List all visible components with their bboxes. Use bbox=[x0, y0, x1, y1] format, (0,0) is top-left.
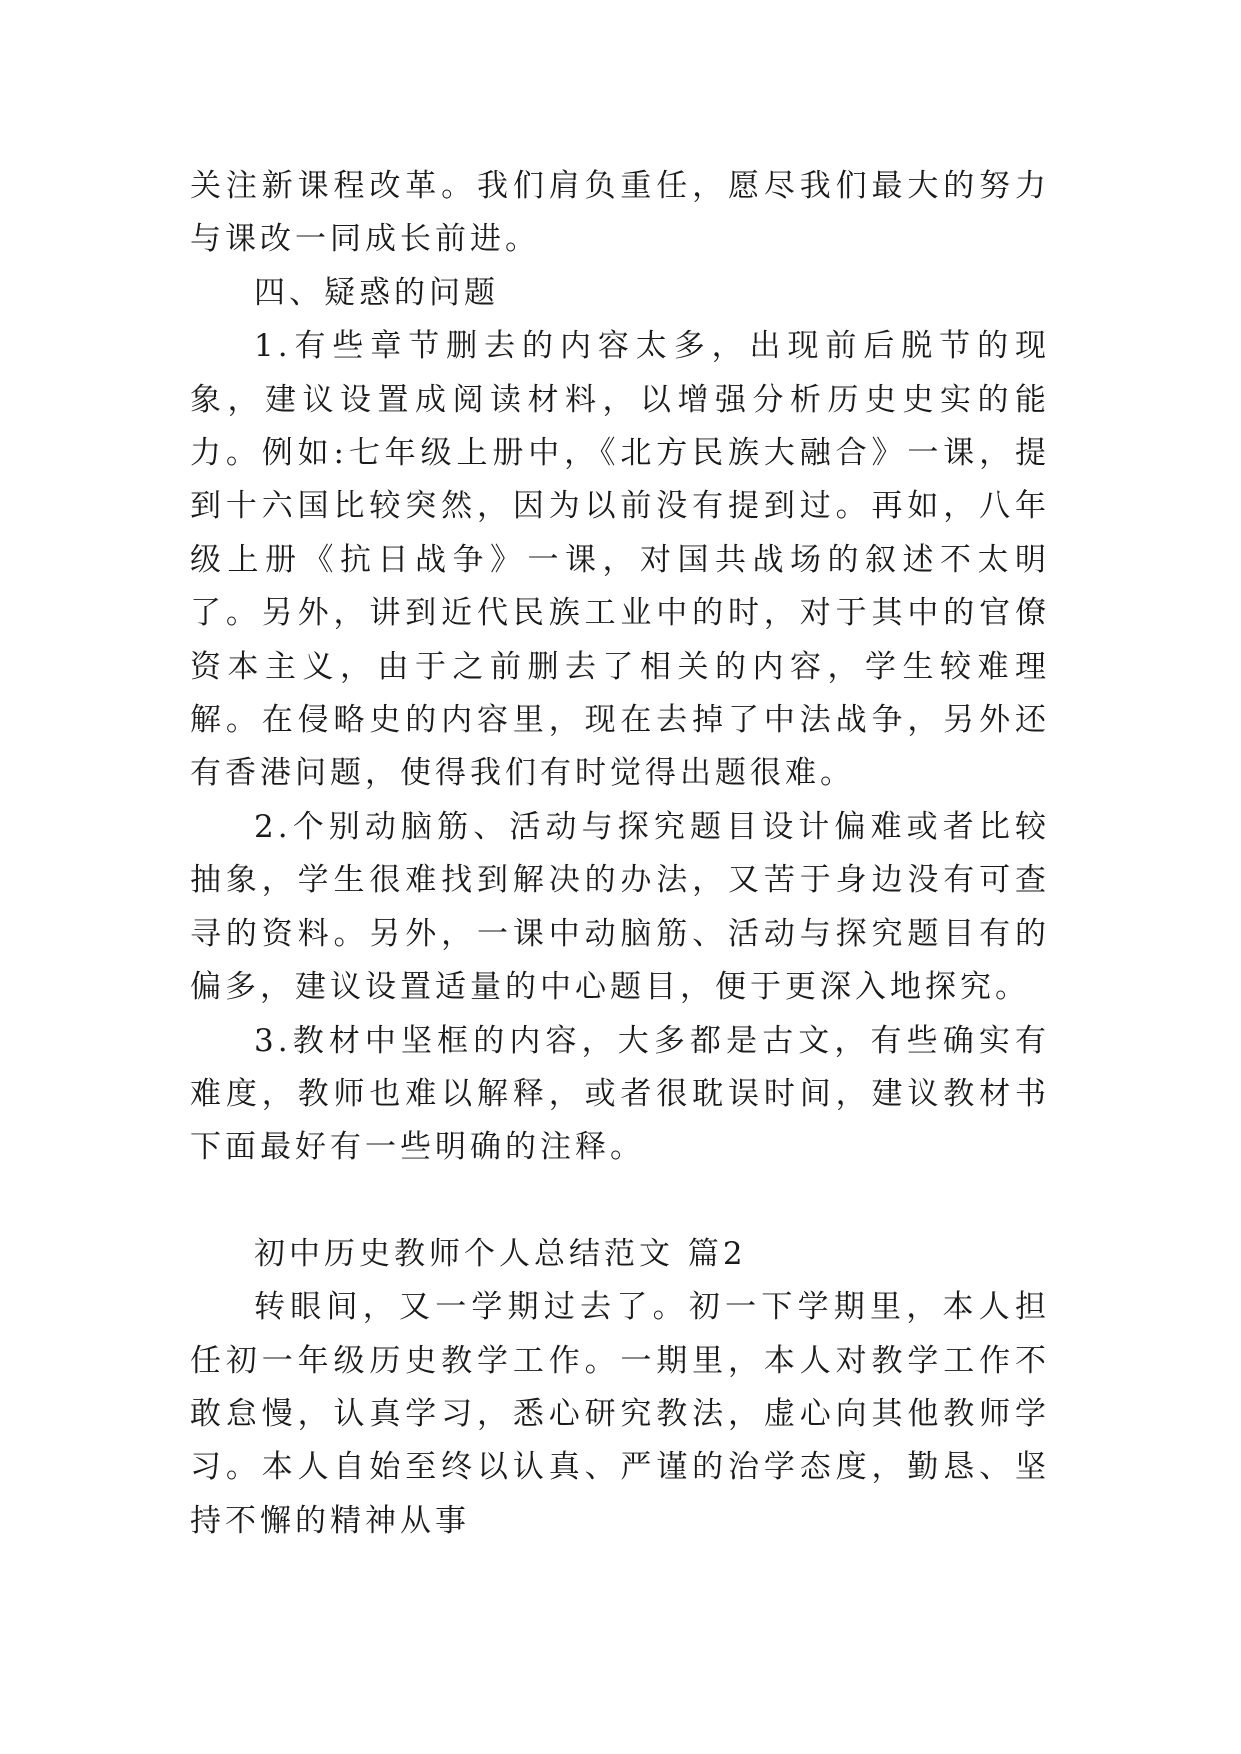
paragraph-intro: 转眼间，又一学期过去了。初一下学期里，本人担任初一年级历史教学工作。一期里，本人对教学工作不敢怠慢，认真学习，悉心研究教法，虚心向其他教师学习。本人自始至终以认真、严谨的治学态度，勤恳、坚持不懈的精神从事 bbox=[190, 1289, 1050, 1539]
spacer bbox=[190, 1175, 1050, 1228]
document-body bbox=[190, 160, 1050, 1548]
article-title: 初中历史教师个人总结范文 篇2 bbox=[254, 1235, 747, 1272]
paragraph-item-2: 2.个别动脑筋、活动与探究题目设计偏难或者比较抽象，学生很难找到解决的办法，又苦于身边没有可查寻的资料。另外，一课中动脑筋、活动与探究题目有的偏多，建议设置适量的中心题目，便于更深入地探究。 bbox=[190, 808, 1050, 1006]
paragraph-continuation: 关注新课程改革。我们肩负重任，愿尽我们最大的努力与课改一同成长前进。 bbox=[190, 168, 1050, 258]
paragraph-item-3: 3.教材中坚框的内容，大多都是古文，有些确实有难度，教师也难以解释，或者很耽误时间，建议教材书下面最好有一些明确的注释。 bbox=[190, 1022, 1050, 1166]
paragraph-item-1: 1.有些章节删去的内容太多，出现前后脱节的现象，建议设置成阅读材料，以增强分析历史史实的能力。例如:七年级上册中，《北方民族大融合》一课，提到十六国比较突然，因为以前没有提到过。再如，八年级上册《抗日战争》一课，对国共战场的叙述不太明了。另外，讲到近代民族工业中的时，对于其中的官僚资本主义，由于之前删去了相关的内容，学生较难理解。在侵略史的内容里，现在去掉了中法战争，另外还有香港问题，使得我们有时觉得出题很难。 bbox=[190, 328, 1050, 792]
section-heading: 四、疑惑的问题 bbox=[254, 274, 499, 311]
